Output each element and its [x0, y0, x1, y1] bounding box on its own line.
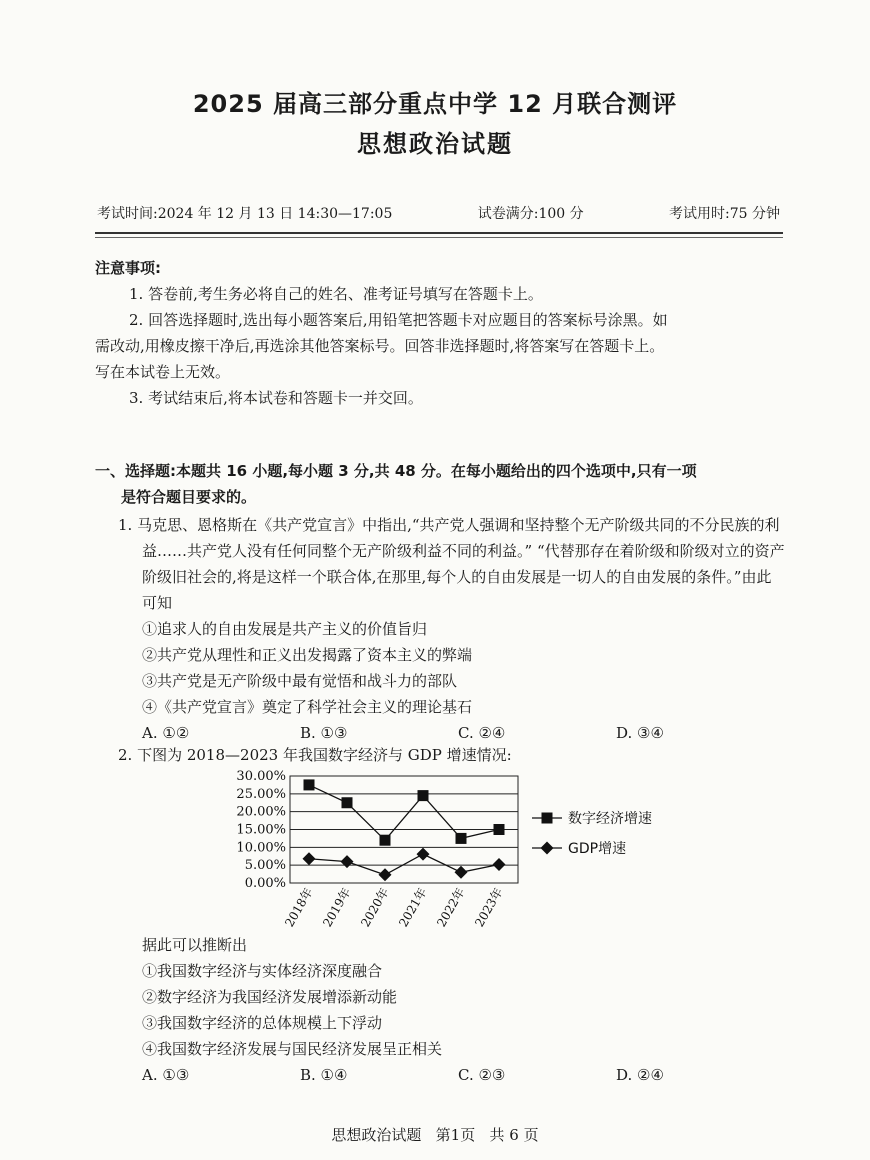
- x-tick-label: 2023年: [472, 885, 506, 930]
- y-tick-label: 0.00%: [244, 876, 286, 891]
- statement-option: ③我国数字经济的总体规模上下浮动: [142, 1014, 383, 1032]
- data-point: [341, 855, 354, 868]
- section-line: 一、选择题:本题共 16 小题,每小题 3 分,共 48 分。在每小题给出的四个选项中,只有一项: [95, 462, 697, 480]
- notice-item: 2. 回答选择题时,选出每小题答案后,用铅笔把答题卡对应题目的答案标号涂黑。如: [129, 311, 668, 329]
- section-heading: [95, 458, 785, 510]
- data-point: [456, 833, 467, 844]
- y-tick-label: 15.00%: [236, 822, 286, 838]
- question-stem: 1. 马克思、恩格斯在《共产党宣言》中指出,“共产党人强调和坚持整个无产阶级共同的不分民族的利益……共产党人没有任何同整个无产阶级利益不同的利益。” “代替那存在着阶级和阶级对立的资产阶级旧社会的,将是这样一个联合体,在那里,每个人的自由发展是一切人的自由发展的条件。”由此可知: [118, 516, 785, 612]
- choice-b: B. ①③: [300, 724, 348, 742]
- choice-d: D. ③④: [616, 724, 664, 742]
- statement-option: ②数字经济为我国经济发展增添新动能: [142, 988, 398, 1006]
- notice-item: 1. 答卷前,考生务必将自己的姓名、准考证号填写在答题卡上。: [129, 285, 543, 303]
- x-tick-label: 2018年: [282, 885, 316, 930]
- data-point: [304, 779, 315, 790]
- statement-option: ②共产党从理性和正义出发揭露了资本主义的弊端: [142, 646, 473, 664]
- exam-duration: 考试用时:75 分钟: [669, 206, 780, 222]
- section-line: 是符合题目要求的。: [121, 488, 257, 506]
- data-point: [417, 848, 430, 861]
- y-tick-label: 10.00%: [236, 840, 286, 856]
- paper-title: 2025 届高三部分重点中学 12 月联合测评: [192, 90, 678, 118]
- question-2-options: [118, 932, 786, 1088]
- x-tick-label: 2020年: [358, 885, 392, 930]
- question-1: [118, 512, 786, 746]
- choice-c: C. ②③: [458, 1066, 506, 1084]
- paper-subject: 思想政治试题: [357, 130, 513, 158]
- notice-block: [95, 255, 785, 411]
- series-line: [309, 854, 499, 875]
- choice-a: A. ①②: [142, 724, 190, 742]
- data-point: [380, 835, 391, 846]
- statement-option: ①我国数字经济与实体经济深度融合: [142, 962, 383, 980]
- legend-label: 数字经济增速: [568, 811, 652, 827]
- full-score: 试卷满分:100 分: [477, 206, 584, 222]
- choice-b: B. ①④: [300, 1066, 348, 1084]
- exam-info: [97, 203, 780, 223]
- y-tick-label: 5.00%: [244, 858, 286, 874]
- data-point: [303, 852, 316, 865]
- y-tick-label: 30.00%: [236, 769, 286, 784]
- statement-option: ①追求人的自由发展是共产主义的价值旨归: [142, 620, 428, 638]
- data-point: [342, 797, 353, 808]
- question-2: [118, 742, 786, 768]
- x-tick-label: 2022年: [434, 885, 468, 930]
- question-lead: 据此可以推断出: [142, 936, 248, 954]
- statement-option: ③共产党是无产阶级中最有觉悟和战斗力的部队: [142, 672, 458, 690]
- data-point: [541, 842, 554, 855]
- legend-label: GDP增速: [568, 841, 627, 857]
- data-point: [542, 813, 553, 824]
- question-stem: 2. 下图为 2018—2023 年我国数字经济与 GDP 增速情况:: [118, 746, 512, 764]
- notice-item: 写在本试卷上无效。: [95, 363, 231, 381]
- data-point: [455, 866, 468, 879]
- answer-choices: [118, 1062, 786, 1088]
- data-point: [379, 868, 392, 881]
- choice-c: C. ②④: [458, 724, 506, 742]
- data-point: [493, 858, 506, 871]
- x-tick-label: 2021年: [396, 885, 430, 930]
- header-rule: [95, 232, 783, 234]
- choice-a: A. ①③: [142, 1066, 190, 1084]
- header-rule-thin: [95, 237, 783, 238]
- notice-item: 需改动,用橡皮擦干净后,再选涂其他答案标号。回答非选择题时,将答案写在答题卡上。: [95, 337, 665, 355]
- exam-time: 考试时间:2024 年 12 月 13 日 14:30—17:05: [97, 206, 393, 222]
- data-point: [494, 824, 505, 835]
- statement-option: ④《共产党宣言》奠定了科学社会主义的理论基石: [142, 698, 473, 716]
- page-footer: 思想政治试题 第1页 共 6 页: [331, 1126, 539, 1144]
- choice-d: D. ②④: [616, 1066, 664, 1084]
- data-point: [418, 790, 429, 801]
- series-line: [309, 785, 499, 840]
- x-tick-label: 2019年: [320, 885, 354, 930]
- growth-rate-chart: [210, 766, 670, 932]
- notice-item: 3. 考试结束后,将本试卷和答题卡一并交回。: [129, 389, 423, 407]
- y-tick-label: 25.00%: [236, 786, 286, 802]
- notice-heading: 注意事项:: [95, 259, 161, 277]
- statement-option: ④我国数字经济发展与国民经济发展呈正相关: [142, 1040, 443, 1058]
- y-tick-label: 20.00%: [236, 804, 286, 820]
